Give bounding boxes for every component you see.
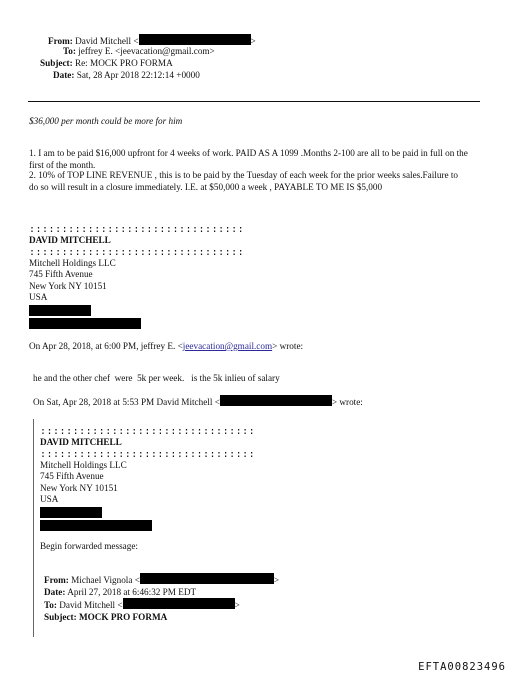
redaction-bar [40,520,152,531]
forwarded-from-tail: > [273,575,280,585]
forwarded-header [44,573,279,623]
forwarded-from-label: From: [44,575,69,585]
forwarded-subject-label: Subject: [44,611,77,622]
reply-intro-prefix: On Apr 28, 2018, at 6:00 PM, jeffrey E. < [29,341,183,351]
forward-note: Begin forwarded message: [40,541,138,551]
forwarded-to-value: David Mitchell < [59,600,123,610]
email-link[interactable]: jeevacation@gmail.com [182,341,273,351]
dotted-separator: ::::::::::::::::::::::::::::::::: [29,246,245,258]
forwarded-to-line [44,598,279,612]
forwarded-to-label: To: [44,600,57,610]
redaction-bar [29,318,141,329]
reply-intro-suffix: > wrote: [331,397,363,407]
dotted-separator: ::::::::::::::::::::::::::::::::: [40,426,256,437]
from-tail: > [250,36,256,46]
reply-intro-suffix: > wrote: [272,341,304,351]
reply-intro-prefix: On Sat, Apr 28, 2018 at 5:53 PM David Mitchell < [33,397,220,407]
subject-line [40,58,173,70]
city-address: New York NY 10151 [40,482,118,493]
signature-block [40,426,255,531]
redaction-bar [40,507,102,518]
subject-value: Re: MOCK PRO FORMA [74,58,173,68]
street-address: 745 Fifth Avenue [29,269,93,279]
date-label: Date: [53,70,75,80]
forwarded-date-line [44,587,279,599]
italic-note: $36,000 per month could be more for him [29,116,183,126]
country: USA [29,292,48,302]
forwarded-date-value: April 27, 2018 at 6:46:32 PM EDT [67,586,197,597]
reply-message: he and the other chef were 5k per week. is the 5k inlieu of salary [33,373,280,383]
point-1: 1. I am to be paid $16,000 upfront for 4 weeks of work. PAID AS A 1099 .Months 2-100 are all to be paid in full on the first of the month. [29,148,468,170]
bates-number: EFTA00823496 [418,661,506,673]
date-value: Sat, 28 Apr 2018 22:12:14 +0000 [76,70,200,80]
forwarded-to-tail: > [234,600,240,610]
to-label: To: [63,46,76,56]
dotted-separator: ::::::::::::::::::::::::::::::::: [29,224,245,235]
header-divider [28,101,480,102]
reply-intro [33,395,363,409]
dotted-separator: ::::::::::::::::::::::::::::::::: [40,448,256,460]
signature-name: DAVID MITCHELL [29,235,111,245]
redaction-bar [29,305,91,316]
forwarded-from-line [44,573,279,587]
company-name: Mitchell Holdings LLC [29,257,116,268]
redaction-bar [140,573,274,584]
subject-label: Subject: [40,58,73,68]
point-2: 2. 10% of TOP LINE REVENUE , this is to be paid by the Tuesday of each week for the prior weeks sales.Failure to do so will result in a closure immediately. I.E. at $50,000 a week , PAYABLE TO ME IS $5,000 [29,170,459,192]
street-address: 745 Fifth Avenue [40,471,104,481]
forwarded-date-label: Date: [44,586,66,597]
forwarded-subject-value: MOCK PRO FORMA [78,611,168,622]
city-address: New York NY 10151 [29,280,107,291]
to-value: jeffrey E. <jeevacation@gmail.com> [78,46,215,56]
redaction-bar [123,598,235,609]
date-line [53,70,200,82]
redaction-bar [139,34,251,45]
signature-block [29,224,244,329]
from-value: David Mitchell < [75,36,139,46]
forwarded-subject-line [44,612,279,624]
reply-intro [29,341,303,353]
forwarded-from-value: Michael Vignola < [71,575,140,585]
signature-name: DAVID MITCHELL [40,437,122,447]
from-label: From: [48,36,73,46]
to-line [63,46,215,58]
company-name: Mitchell Holdings LLC [40,459,127,470]
country: USA [40,494,59,504]
redaction-bar [220,395,332,406]
quote-bar [33,419,34,637]
